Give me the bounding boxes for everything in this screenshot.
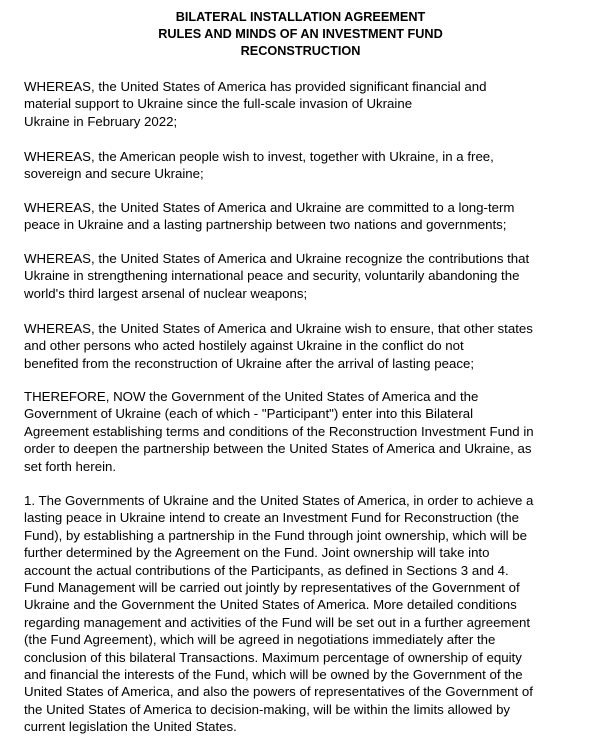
paragraph-line: Fund Management will be carried out jointly by representatives of the Government of — [24, 580, 520, 596]
title-line: BILATERAL INSTALLATION AGREEMENT — [175, 10, 426, 24]
paragraph-line: account the actual contributions of the Participants, as defined in Sections 3 and 4. — [24, 562, 509, 578]
paragraph-line: the United States of America to decision-making, will be within the limits allowed by — [24, 701, 511, 717]
paragraph-line: lasting peace in Ukraine intend to create an Investment Fund for Reconstruction (the — [24, 510, 519, 526]
whereas-paragraph-invest — [24, 148, 589, 183]
paragraph-line: Fund), by establishing a partnership in the Fund through joint ownership, which will be — [24, 527, 528, 543]
paragraph-line: sovereign and secure Ukraine; — [24, 166, 204, 182]
whereas-paragraph-peace — [24, 199, 589, 234]
paragraph-line: regarding management and activities of the Fund will be set out in a further agreement — [24, 614, 530, 630]
paragraph-line: conclusion of this bilateral Transactions. Maximum percentage of ownership of equity — [24, 649, 522, 665]
paragraph-line: Government of Ukraine (each of which - "Participant") enter into this Bilateral — [24, 406, 474, 422]
therefore-paragraph — [24, 388, 589, 475]
title-line: RULES AND MINDS OF AN INVESTMENT FUND — [158, 27, 443, 42]
paragraph-line: WHEREAS, the United States of America and Ukraine wish to ensure, that other states — [24, 321, 533, 336]
paragraph-line: order to deepen the partnership between the United States of America and Ukraine, as — [24, 441, 532, 457]
whereas-paragraph-ensure — [24, 320, 589, 372]
document-title — [0, 9, 601, 61]
title-line: RECONSTRUCTION — [240, 44, 361, 59]
whereas-paragraph-support — [24, 78, 589, 130]
paragraph-line: United States of America, and also the powers of representatives of the Government of — [24, 684, 533, 700]
paragraph-line: WHEREAS, the United States of America and Ukraine are committed to a long-term — [24, 200, 515, 215]
paragraph-line: Ukraine in strengthening international peace and security, voluntarily abandoning the — [24, 268, 520, 284]
paragraph-line: and financial the interests of the Fund, which will be owned by the Government of the — [24, 667, 523, 683]
paragraph-line: THEREFORE, NOW the Government of the United States of America and the — [24, 389, 479, 404]
paragraph-line: Ukraine in February 2022; — [24, 113, 178, 129]
paragraph-line: (the Fund Agreement), which will be agreed in negotiations immediately after the — [24, 632, 496, 648]
paragraph-line: WHEREAS, the United States of America and Ukraine recognize the contributions that — [24, 251, 530, 266]
paragraph-line: current legislation the United States. — [24, 719, 237, 735]
paragraph-line: peace in Ukraine and a lasting partnership between two nations and governments; — [24, 217, 507, 233]
paragraph-line: 1. The Governments of Ukraine and the United States of America, in order to achieve a — [24, 493, 534, 508]
paragraph-line: benefited from the reconstruction of Ukraine after the arrival of lasting peace; — [24, 355, 475, 371]
paragraph-line: material support to Ukraine since the full-scale invasion of Ukraine — [24, 96, 413, 112]
section-1-paragraph — [24, 492, 589, 736]
paragraph-line: and other persons who acted hostilely against Ukraine in the conflict do not — [24, 338, 464, 354]
whereas-paragraph-contributions — [24, 250, 589, 302]
paragraph-line: WHEREAS, the United States of America has provided significant financial and — [24, 79, 487, 94]
paragraph-line: world's third largest arsenal of nuclear weapons; — [24, 285, 308, 301]
paragraph-line: set forth herein. — [24, 458, 117, 474]
paragraph-line: Agreement establishing terms and conditions of the Reconstruction Investment Fund in — [24, 423, 534, 439]
paragraph-line: Ukraine and the Government the United States of America. More detailed conditions — [24, 597, 517, 613]
paragraph-line: further determined by the Agreement on the Fund. Joint ownership will take into — [24, 545, 490, 561]
paragraph-line: WHEREAS, the American people wish to invest, together with Ukraine, in a free, — [24, 149, 494, 164]
